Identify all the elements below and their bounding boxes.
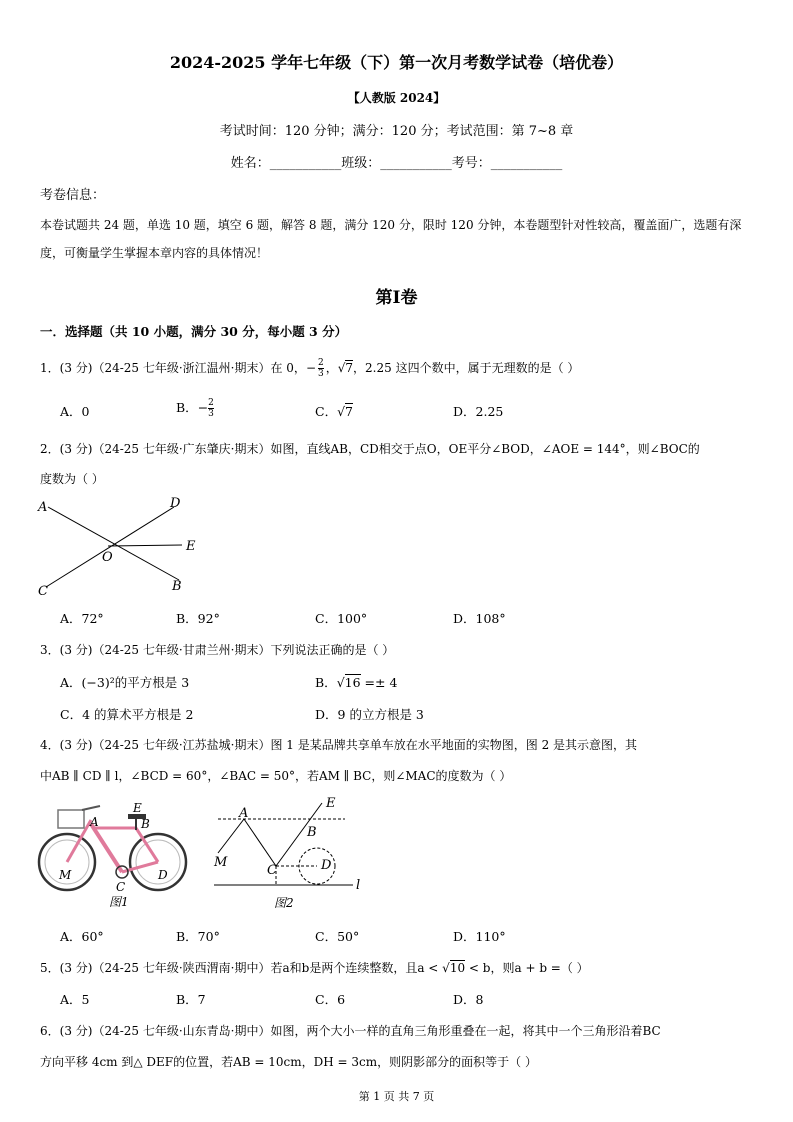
diagram-label-l: l: [356, 878, 361, 893]
bike-photo: [36, 800, 196, 915]
q5-option-d[interactable]: D．8: [453, 992, 484, 1007]
q3-option-a[interactable]: A．(−3)²的平方根是 3: [60, 675, 190, 690]
edition-label: 【人教版 2024】: [347, 91, 446, 105]
bike-label-d: D: [158, 868, 168, 882]
question-6-stem-line2: 方向平移 4cm 到△ DEF的位置，若AB = 10cm，DH = 3cm，则阴影部分的面积等于（ ）: [40, 1055, 537, 1069]
q1-option-a[interactable]: A．0: [60, 404, 90, 419]
fig1-caption: 图1: [109, 895, 129, 909]
q2-label-b: B: [172, 579, 182, 594]
q3-option-c[interactable]: C．4 的算术平方根是 2: [60, 707, 194, 722]
q1-option-b[interactable]: B．− $\frac{2}{3}$: [176, 398, 214, 419]
diagram-label-c: C: [267, 863, 277, 878]
question-2-stem-line1: 2．(3 分)（24-25 七年级·广东肇庆·期末）如图，直线AB，CD相交于点O，OE平分∠BOD，∠AOE = 144°，则∠BOC的: [40, 442, 700, 456]
student-fields: 姓名：___________班级：___________考号：___________: [230, 156, 563, 171]
fig2-caption: 图2: [274, 896, 294, 910]
q4-option-d[interactable]: D．110°: [453, 929, 506, 944]
q1-option-d[interactable]: D．2.25: [453, 404, 504, 419]
q2-label-c: C: [38, 584, 48, 599]
page-footer: 第 1 页 共 7 页: [358, 1090, 435, 1103]
q5-option-c[interactable]: C．6: [315, 992, 346, 1007]
question-4-stem-line1: 4．(3 分)（24-25 七年级·江苏盐城·期末）图 1 是某品牌共享单车放在水平地面的实物图，图 2 是其示意图，其: [40, 738, 638, 752]
diagram-label-a: A: [239, 806, 249, 821]
question-3-stem: 3．(3 分)（24-25 七年级·甘肃兰州·期末）下列说法正确的是（ ）: [40, 643, 395, 657]
question-6-stem-line1: 6．(3 分)（24-25 七年级·山东青岛·期中）如图，两个大小一样的直角三角形重叠在一起，将其中一个三角形沿着BC: [40, 1024, 661, 1038]
bike-basket: [58, 810, 84, 828]
exam-title: 2024-2025 学年七年级（下）第一次月考数学试卷（培优卷）: [169, 53, 624, 72]
info-label: 考卷信息：: [40, 188, 106, 203]
q2-label-d: D: [170, 496, 181, 511]
section-title: 一．选择题（共 10 小题，满分 30 分，每小题 3 分）: [40, 324, 348, 339]
q2-label-o: O: [102, 550, 113, 565]
bike-label-c: C: [116, 880, 126, 894]
q4-option-c[interactable]: C．50°: [315, 929, 360, 944]
diagram-label-b: B: [307, 825, 317, 840]
q2-option-a[interactable]: A．72°: [60, 611, 104, 626]
bike-diagram: [210, 795, 370, 915]
q2-figure: [34, 495, 209, 600]
q2-option-c[interactable]: C．100°: [315, 611, 368, 626]
info-text: 本卷试题共 24 题，单选 10 题，填空 6 题，解答 8 题，满分 120 分，限时 120 分钟，本卷题型针对性较高，覆盖面广，选题有深度，可衡量学生掌握本章内容的具体情况！: [40, 218, 742, 260]
bike-label-b: B: [141, 817, 150, 831]
question-5-stem: 5．(3 分)（24-25 七年级·陕西渭南·期中）若a和b是两个连续整数，且a < √10 < b，则a + b =（ ）: [40, 961, 589, 975]
q3-option-d[interactable]: D．9 的立方根是 3: [315, 707, 424, 722]
q4-option-b[interactable]: B．70°: [176, 929, 220, 944]
bike-label-e: E: [133, 801, 142, 815]
q2-label-e: E: [186, 539, 196, 554]
diagram-label-e: E: [326, 796, 336, 811]
q4-option-a[interactable]: A．60°: [60, 929, 104, 944]
bike-label-m: M: [59, 868, 72, 882]
q2-option-b[interactable]: B．92°: [176, 611, 220, 626]
diagram-label-d: D: [321, 858, 332, 873]
exam-info: 考试时间：120 分钟；满分：120 分；考试范围：第 7~8 章: [219, 124, 574, 139]
question-4-stem-line2: 中AB ∥ CD ∥ l，∠BCD = 60°，∠BAC = 50°，若AM ∥ BC，则∠MAC的度数为（ ）: [40, 769, 512, 783]
q2-label-a: A: [38, 500, 48, 515]
q3-option-b[interactable]: B．√16 =± 4: [315, 675, 398, 690]
question-2-stem-line2: 度数为（ ）: [40, 472, 104, 486]
question-1-stem: 1．(3 分)（24-25 七年级·浙江温州·期末）在 0，− $\frac{2}{3}$ ，√7，2.25 这四个数中，属于无理数的是（ ）: [40, 358, 580, 379]
q5-option-a[interactable]: A．5: [60, 992, 90, 1007]
bike-label-a: A: [90, 815, 99, 829]
volume-title: 第Ⅰ卷: [375, 288, 418, 308]
q5-option-b[interactable]: B．7: [176, 992, 206, 1007]
q1-option-c[interactable]: C．√7: [315, 404, 353, 419]
q2-option-d[interactable]: D．108°: [453, 611, 506, 626]
diagram-label-m: M: [214, 855, 228, 870]
